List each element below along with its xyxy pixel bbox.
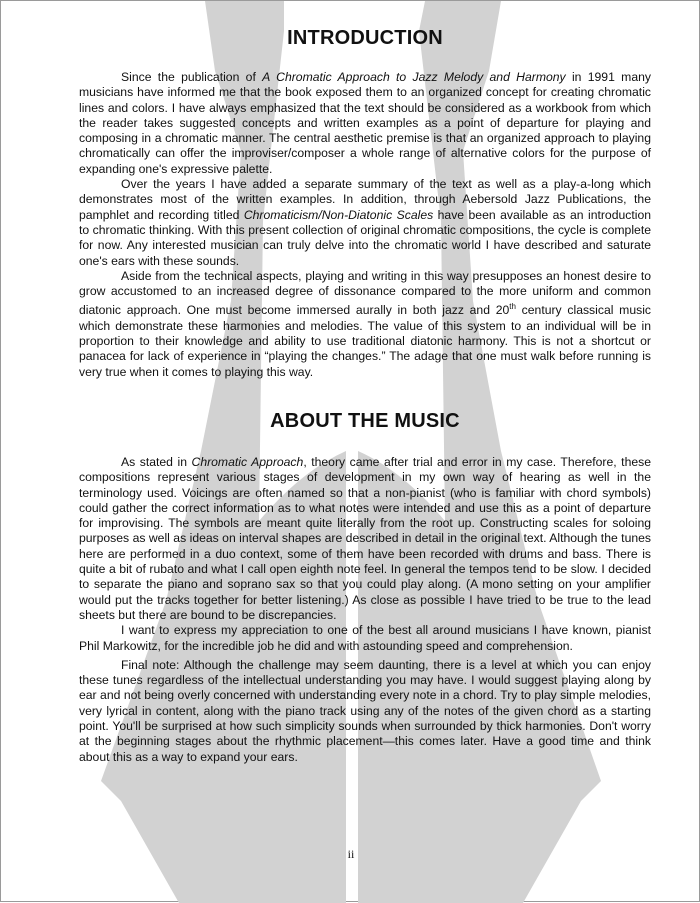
introduction-heading: INTRODUCTION [287, 27, 443, 49]
chromatic-approach-title: Chromatic Approach [191, 455, 304, 469]
book-title: A Chromatic Approach to Jazz Melody and Harmony [262, 70, 566, 84]
intro-paragraph-3: Aside from the technical aspects, playing and writing in this way presupposes an honest desire to grow accustomed to an increased degree of dissonance compared to the more uniform and common diatonic approach. One must become immersed aurally in both jazz and 20th century classical music which demonstrate these harmonies and melodies. The value of this system to an individual will be in proportion to their knowledge and ability to use traditional diatonic harmony. This is not a shortcut or panacea for lack of experience in “playing the changes.” The adage that one must walk before running is very true when it comes to playing this way. [79, 268, 652, 379]
about-paragraph-3: Final note: Although the challenge may seem daunting, there is a level at which you can enjoy these tunes regardless of the intellectual understanding you may have. I would suggest playing along by ear and not being overly concerned with understanding every note in a chord. Try to play simple melodies, very lyrical in content, along with the piano track using any of the notes of the given chord as a starting point. You'll be surprised at how such simplicity sounds when surrounded by thick harmonies. Don't worry at the beginning stages about the rhythmic placement—this comes later. Have a good time and think about this as a way to expand your ears. [79, 657, 651, 764]
page-number: ii [347, 847, 355, 861]
about-paragraph-2: I want to express my appreciation to one of the best all around musicians I have known, pianist Phil Markowitz, for the incredible job he did and with astounding speed and comprehension. [79, 623, 651, 653]
intro-paragraph-2: Over the years I have added a separate summary of the text as well as a play-a-long which demonstrates most of the written examples. In addition, through Aebersold Jazz Publications, the pamphlet and recording titled Chromaticism/Non-Diatonic Scales have been available as an introduction to chromatic thinking. With this present collection of original chromatic compositions, the cycle is complete for now. Any interested musician can truly delve into the chromatic world I have described and saturate one's ears with these sounds. [79, 177, 651, 268]
pamphlet-title: Chromaticism/Non-Diatonic Scales [243, 207, 434, 222]
page-content [79, 27, 651, 765]
about-paragraph-1: As stated in Chromatic Approach, theory came after trial and error in my case. Therefore, these compositions represent various stages of development in my own way of hearing as well in the terminology used. Voicings are often named so that a non-pianist (who is familiar with chord symbols) could gather the correct information as to what notes were intended and use this as a point of departure for improvising. The symbols are meant quite literally from the root up. Constructing scales for soloing purposes as well as ideas on interval shapes are described in detail in the original text. Although the tunes here are performed in a duo context, some of them have been recorded with drums and bass. There is quite a bit of rubato and what I call open eighth note feel. In general the tempos tend to be slow. I decided to separate the piano and soprano sax so that you could play along. (A mono setting on your amplifier would put the tracks together for better listening.) As close as possible I have tried to be true to the lead sheets but there are bound to be discrepancies. [79, 455, 651, 622]
about-music-heading: ABOUT THE MUSIC [270, 410, 460, 432]
intro-paragraph-1: Since the publication of A Chromatic Approach to Jazz Melody and Harmony in 1991 many musicians have informed me that the book exposed them to an organized concept for creating chromatic lines and colors. I have always emphasized that the text should be considered as a workbook from which the reader takes suggested concepts and written examples as a point of departure for playing and composing in a chromatic manner. The central aesthetic premise is that an organized approach to playing chromatically can offer the improviser/composer a whole range of alternative colors for the purpose of expanding one's expressive palette. [79, 70, 651, 176]
